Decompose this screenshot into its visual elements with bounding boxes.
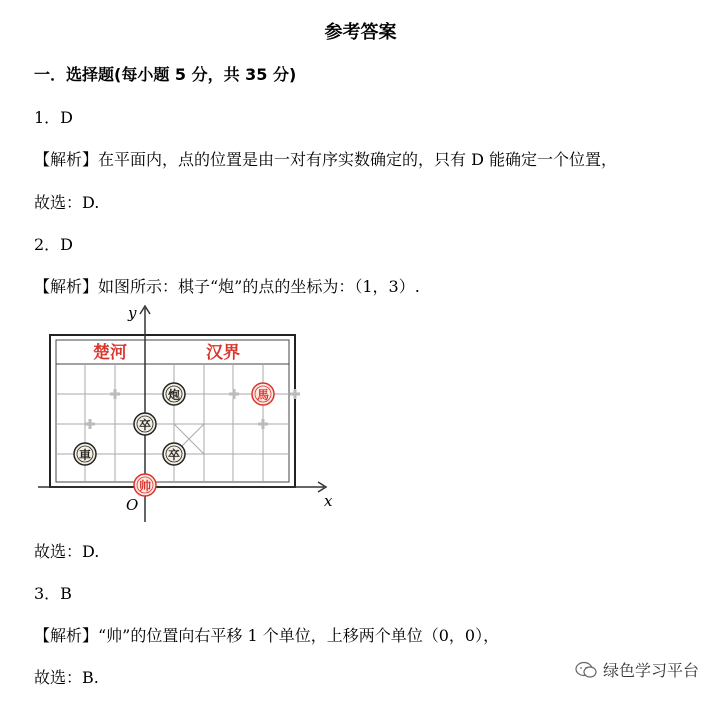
piece-ma — [252, 383, 274, 405]
piece-shuai-label: 帅 — [138, 479, 152, 493]
watermark — [575, 658, 699, 681]
piece-pao — [163, 383, 185, 405]
piece-zu-1-label: 卒 — [138, 418, 152, 432]
q3-answer-number: 3．B — [34, 584, 72, 603]
piece-ma-label: 馬 — [256, 388, 270, 402]
y-axis-label: y — [128, 304, 137, 322]
q2-answer-number: 2．D — [34, 235, 74, 254]
q1-answer-number: 1．D — [34, 108, 74, 127]
page-title: 参考答案 — [324, 22, 397, 43]
q1-analysis: 【解析】在平面内，点的位置是由一对有序实数确定的，只有 D 能确定一个位置， — [34, 150, 618, 169]
piece-ju — [74, 443, 96, 465]
river-label-left: 楚河 — [93, 343, 127, 363]
q3-analysis: 【解析】“帅”的位置向右平移 1 个单位，上移两个单位（0，0）， — [34, 626, 500, 645]
piece-ju-label: 車 — [78, 448, 92, 462]
wechat-icon — [575, 661, 597, 679]
q2-choice: 故选：D. — [34, 542, 100, 561]
origin-label: O — [126, 496, 139, 514]
chess-coordinate-figure — [28, 300, 348, 530]
piece-zu-2 — [163, 443, 185, 465]
piece-zu-2-label: 卒 — [167, 448, 181, 462]
q2-analysis: 【解析】如图所示：棋子“炮”的点的坐标为：（1，3）. — [34, 277, 420, 296]
section-heading: 一．选择题(每小题 5 分，共 35 分) — [34, 65, 297, 84]
piece-pao-label: 炮 — [167, 388, 181, 402]
q3-choice: 故选：B. — [34, 668, 99, 687]
q1-choice: 故选：D. — [34, 193, 100, 212]
watermark-text: 绿色学习平台 — [602, 661, 699, 680]
river-label-right: 汉界 — [206, 343, 240, 363]
piece-shuai — [134, 474, 156, 496]
x-axis-label: x — [324, 492, 333, 510]
piece-zu-1 — [134, 413, 156, 435]
